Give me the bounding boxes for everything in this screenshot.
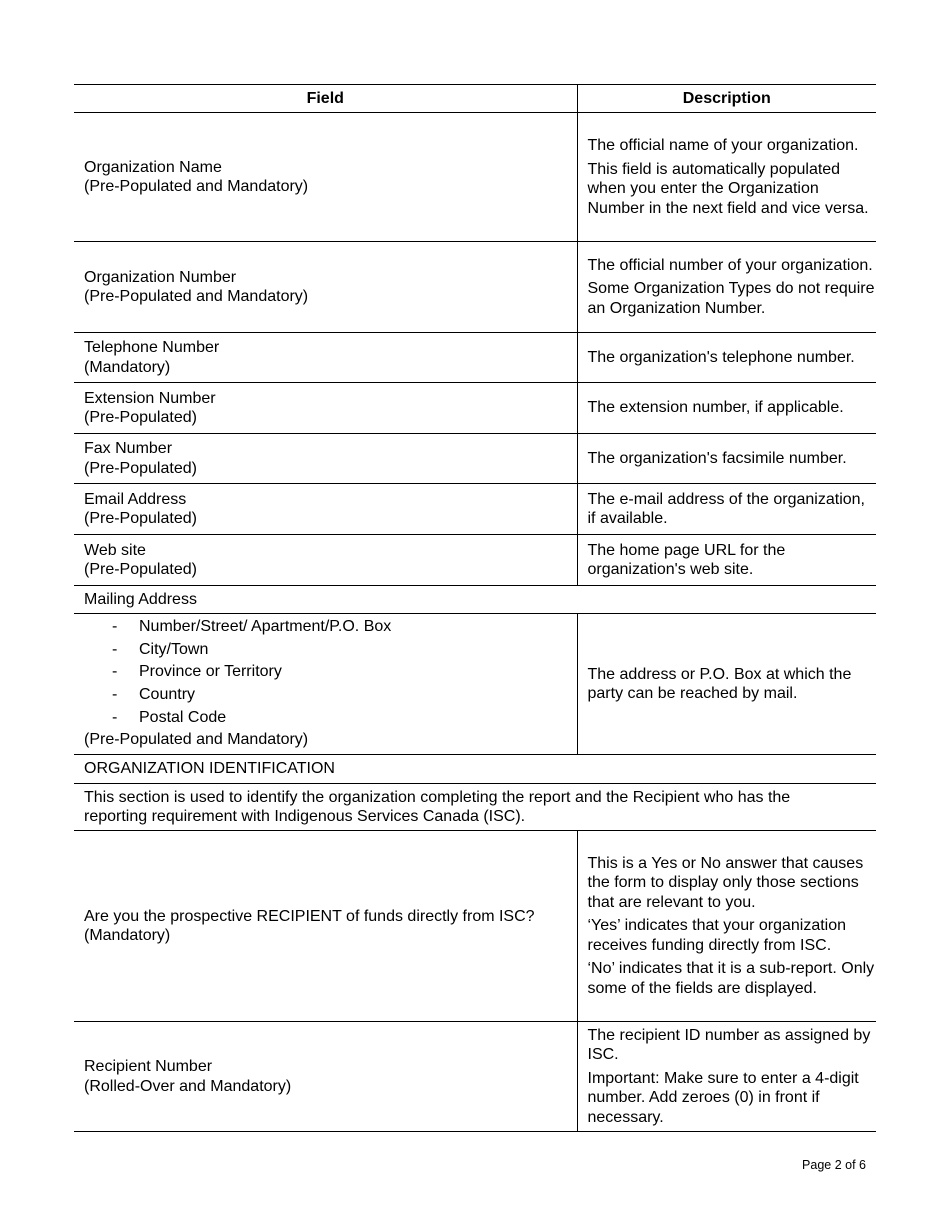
table-row — [74, 1022, 876, 1132]
description-cell — [577, 242, 876, 333]
list-item — [84, 661, 577, 684]
field-qualifier: (Pre-Populated and Mandatory) — [84, 178, 309, 195]
field-cell — [74, 113, 577, 242]
table-row — [74, 333, 876, 383]
dash-bullet: - — [112, 640, 118, 658]
table-row — [74, 484, 876, 535]
field-qualifier: (Pre-Populated) — [84, 510, 197, 527]
table-row — [74, 113, 876, 242]
table-row — [74, 434, 876, 484]
field-name: Organization Name — [84, 158, 222, 176]
description-cell — [577, 333, 876, 383]
list-item-text: Postal Code — [139, 708, 227, 726]
header-description: Description — [577, 85, 876, 113]
field-name: Organization Number — [84, 268, 237, 286]
list-item — [84, 616, 577, 639]
list-item — [84, 684, 577, 707]
description-text: ‘Yes’ indicates that your organization receives funding directly from ISC. — [587, 917, 847, 954]
list-item-text: Province or Territory — [139, 663, 282, 681]
description-text: The recipient ID number as assigned by ISC. — [587, 1026, 871, 1064]
field-cell — [74, 831, 577, 1022]
section-intro: This section is used to identify the organization completing the report and the Recipient who has the reporting requirement with Indigenous Services Canada (ISC). — [74, 784, 876, 831]
description-text: Some Organization Types do not require an Organization Number. — [587, 280, 875, 317]
field-qualifier: (Pre-Populated) — [84, 561, 197, 578]
table-row — [74, 383, 876, 434]
field-name: Are you the prospective RECIPIENT of funds directly from ISC? — [84, 907, 535, 925]
description-cell — [577, 831, 876, 1022]
section-heading: ORGANIZATION IDENTIFICATION — [74, 755, 876, 784]
section-intro-row — [74, 784, 876, 831]
field-cell — [74, 1022, 577, 1132]
field-qualifier: (Pre-Populated) — [84, 459, 197, 477]
description-text: The organization's telephone number. — [587, 348, 855, 366]
field-cell — [74, 333, 577, 383]
dash-bullet: - — [112, 708, 118, 726]
description-cell — [577, 484, 876, 535]
dash-bullet: - — [112, 686, 118, 703]
field-qualifier: (Mandatory) — [84, 927, 171, 944]
list-item — [84, 707, 577, 730]
field-cell — [74, 383, 577, 434]
list-item-text: Country — [139, 686, 196, 703]
field-name: Telephone Number — [84, 339, 220, 356]
field-qualifier: (Pre-Populated) — [84, 409, 197, 426]
description-cell — [577, 535, 876, 586]
table-header-row — [74, 85, 876, 113]
address-parts-list — [84, 616, 577, 730]
field-qualifier: (Pre-Populated and Mandatory) — [84, 288, 309, 305]
field-name: Web site — [84, 541, 146, 559]
field-cell — [74, 484, 577, 535]
dash-bullet: - — [112, 663, 118, 681]
table-row — [74, 831, 876, 1022]
description-cell — [577, 614, 876, 755]
field-qualifier: (Rolled-Over and Mandatory) — [84, 1077, 292, 1095]
description-text: Important: Make sure to enter a 4-digit number. Add zeroes (0) in front if necessary. — [587, 1069, 859, 1126]
description-cell — [577, 434, 876, 484]
description-text: The organization's facsimile number. — [587, 449, 847, 467]
field-description-table — [74, 84, 876, 1132]
table-row — [74, 535, 876, 586]
list-item — [84, 639, 577, 662]
description-cell — [577, 1022, 876, 1132]
description-cell — [577, 113, 876, 242]
description-text: The extension number, if applicable. — [587, 399, 844, 417]
field-name: Fax Number — [84, 440, 173, 457]
description-text: This is a Yes or No answer that causes the form to display only those sections that are relevant to you. — [587, 854, 864, 911]
description-text: The official number of your organization. — [587, 256, 873, 274]
header-field: Field — [74, 85, 577, 113]
list-item-text: City/Town — [139, 640, 209, 658]
field-cell — [74, 614, 577, 755]
mailing-heading: Mailing Address — [74, 586, 876, 614]
table-row — [74, 614, 876, 755]
description-cell — [577, 383, 876, 434]
list-item-text: Number/Street/ Apartment/P.O. Box — [139, 617, 392, 635]
dash-bullet: - — [112, 617, 118, 635]
field-name: Email Address — [84, 490, 187, 508]
description-text: ‘No’ indicates that it is a sub-report. Only some of the fields are displayed. — [587, 960, 875, 997]
section-row-mailing — [74, 586, 876, 614]
section-row-org-id — [74, 755, 876, 784]
description-text: The official name of your organization. — [587, 137, 859, 154]
field-cell — [74, 434, 577, 484]
field-name: Recipient Number — [84, 1058, 213, 1075]
table-row — [74, 242, 876, 333]
field-qualifier: (Pre-Populated and Mandatory) — [84, 731, 309, 749]
description-text: The address or P.O. Box at which the party can be reached by mail. — [587, 665, 852, 702]
description-text: The home page URL for the organization's web site. — [587, 541, 786, 578]
description-text: This field is automatically populated when you enter the Organization Number in the next field and vice versa. — [587, 160, 869, 217]
page-number: Page 2 of 6 — [802, 1158, 866, 1172]
field-name: Extension Number — [84, 389, 216, 407]
field-cell — [74, 535, 577, 586]
field-qualifier: (Mandatory) — [84, 358, 171, 376]
description-text: The e-mail address of the organization, if available. — [587, 490, 865, 527]
field-cell — [74, 242, 577, 333]
